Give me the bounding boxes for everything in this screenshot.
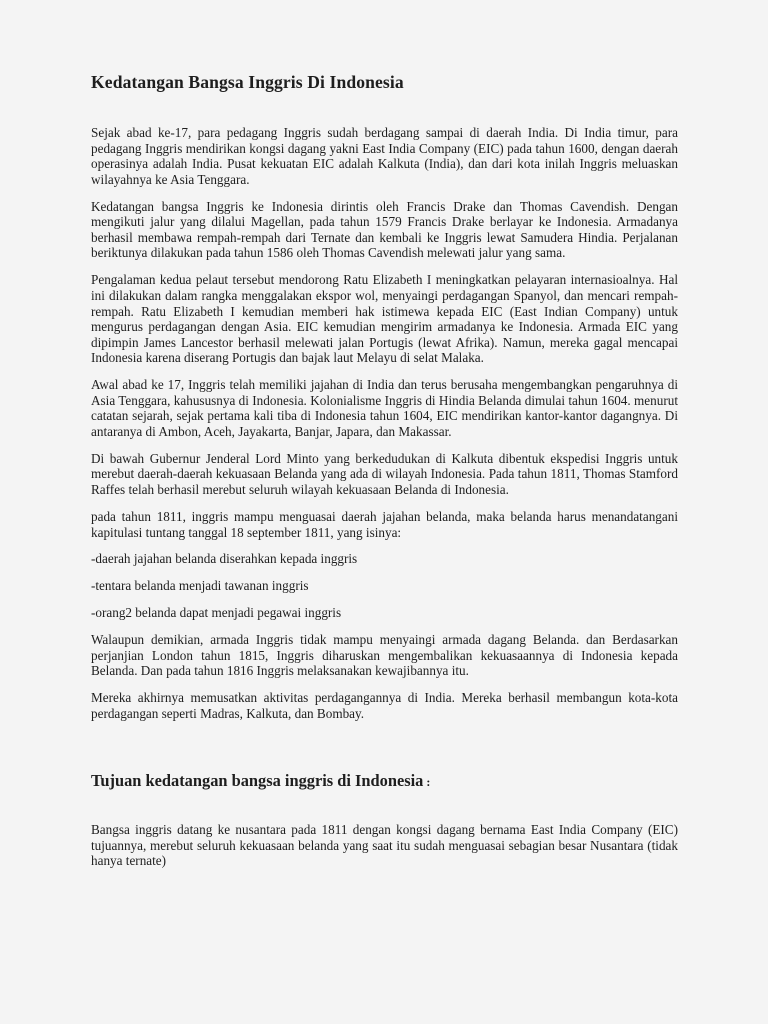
paragraph: Bangsa inggris datang ke nusantara pada 1811 dengan kongsi dagang bernama East India Company (EIC) tujuannya, merebut seluruh kekuasaan belanda yang saat itu sudah menguasai sebagian besar Nusantara (tidak hanya ternate)	[91, 822, 678, 869]
purpose-text-section	[91, 822, 678, 869]
section-heading-text: Tujuan kedatangan bangsa inggris di Indonesia	[91, 771, 424, 790]
paragraph: Kedatangan bangsa Inggris ke Indonesia dirintis oleh Francis Drake dan Thomas Cavendish. Dengan mengikuti jalur yang dilalui Magellan, pada tahun 1579 Francis Drake berlayar ke Indonesia. Armadanya berhasil membawa rempah-rempah dari Ternate dan kembali ke Inggris lewat Samudera Hindia. Perjalanan beriktunya dilakukan pada tahun 1586 oleh Thomas Cavendish melewati jalur yang sama.	[91, 198, 678, 261]
section-heading	[91, 771, 430, 791]
paragraph: Walaupun demikian, armada Inggris tidak mampu menyaingi armada dagang Belanda. dan Berdasarkan perjanjian London tahun 1815, Inggris diharuskan mengembalikan kekuasaannya di Indonesia kepada Belanda. Dan pada tahun 1816 Inggris melaksanakan kewajibannya itu.	[91, 632, 678, 679]
paragraph: Di bawah Gubernur Jenderal Lord Minto yang berkedudukan di Kalkuta dibentuk ekspedisi Inggris untuk merebut daerah-daerah kekuasaan Belanda yang ada di wilayah Indonesia. Pada tahun 1811, Thomas Stamford Raffes telah berhasil merebut seluruh wilayah kekuasaan Belanda di Indonesia.	[91, 450, 678, 498]
paragraph: Awal abad ke 17, Inggris telah memiliki jajahan di India dan terus berusaha mengembangkan pengaruhnya di Asia Tenggara, kahususnya di Indonesia. Kolonialisme Inggris di Hindia Belanda dimulai tahun 1604. menurut catatan sejarah, sejak pertama kali tiba di Indonesia tahun 1604, EIC mendirikan kantor-kantor dagangnya. Di antaranya di Ambon, Aceh, Jayakarta, Banjar, Japara, dan Makassar.	[91, 377, 678, 439]
document-title: Kedatangan Bangsa Inggris Di Indonesia	[91, 72, 404, 92]
section-heading-colon: :	[423, 775, 431, 789]
paragraph: Pengalaman kedua pelaut tersebut mendorong Ratu Elizabeth I meningkatkan pelayaran internasioalnya. Hal ini dilakukan dalam rangka menggalakan ekspor wol, menyaingi perdagangan Spanyol, dan mencari rempah-rempah. Ratu Elizabeth I kemudian memberi hak istimewa kepada EIC (East Indian Company) untuk mengurus perdagangan dengan Asia. EIC kemudian mengirim armadanya ke Indonesia. Armada EIC yang dipimpin James Lancestor berhasil melewati jalan Portugis (lewat Afrika). Namun, mereka gagal mencapai Indonesia karena diserang Portugis dan bajak laut Melayu di selat Malaka.	[91, 272, 678, 366]
paragraph: pada tahun 1811, inggris mampu menguasai daerah jajahan belanda, maka belanda harus menandatangani kapitulasi tuntang tanggal 18 september 1811, yang isinya:	[91, 508, 678, 540]
paragraph: Sejak abad ke-17, para pedagang Inggris sudah berdagang sampai di daerah India. Di India timur, para pedagang Inggris mendirikan kongsi dagang yakni East India Company (EIC) pada tahun 1600, dengan daerah operasinya adalah India. Pusat kekuatan EIC adalah Kalkuta (India), dan dari kota inilah Inggris meluaskan wilayahnya ke Asia Tenggara.	[91, 125, 678, 187]
main-text-section	[91, 125, 678, 733]
list-item: -daerah jajahan belanda diserahkan kepada inggris	[91, 551, 358, 567]
paragraph: Mereka akhirnya memusatkan aktivitas perdagangannya di India. Mereka berhasil membangun kota-kota perdagangan seperti Madras, Kalkuta, dan Bombay.	[91, 690, 678, 721]
list-item: -orang2 belanda dapat menjadi pegawai inggris	[91, 605, 342, 621]
list-item: -tentara belanda menjadi tawanan inggris	[91, 578, 309, 594]
